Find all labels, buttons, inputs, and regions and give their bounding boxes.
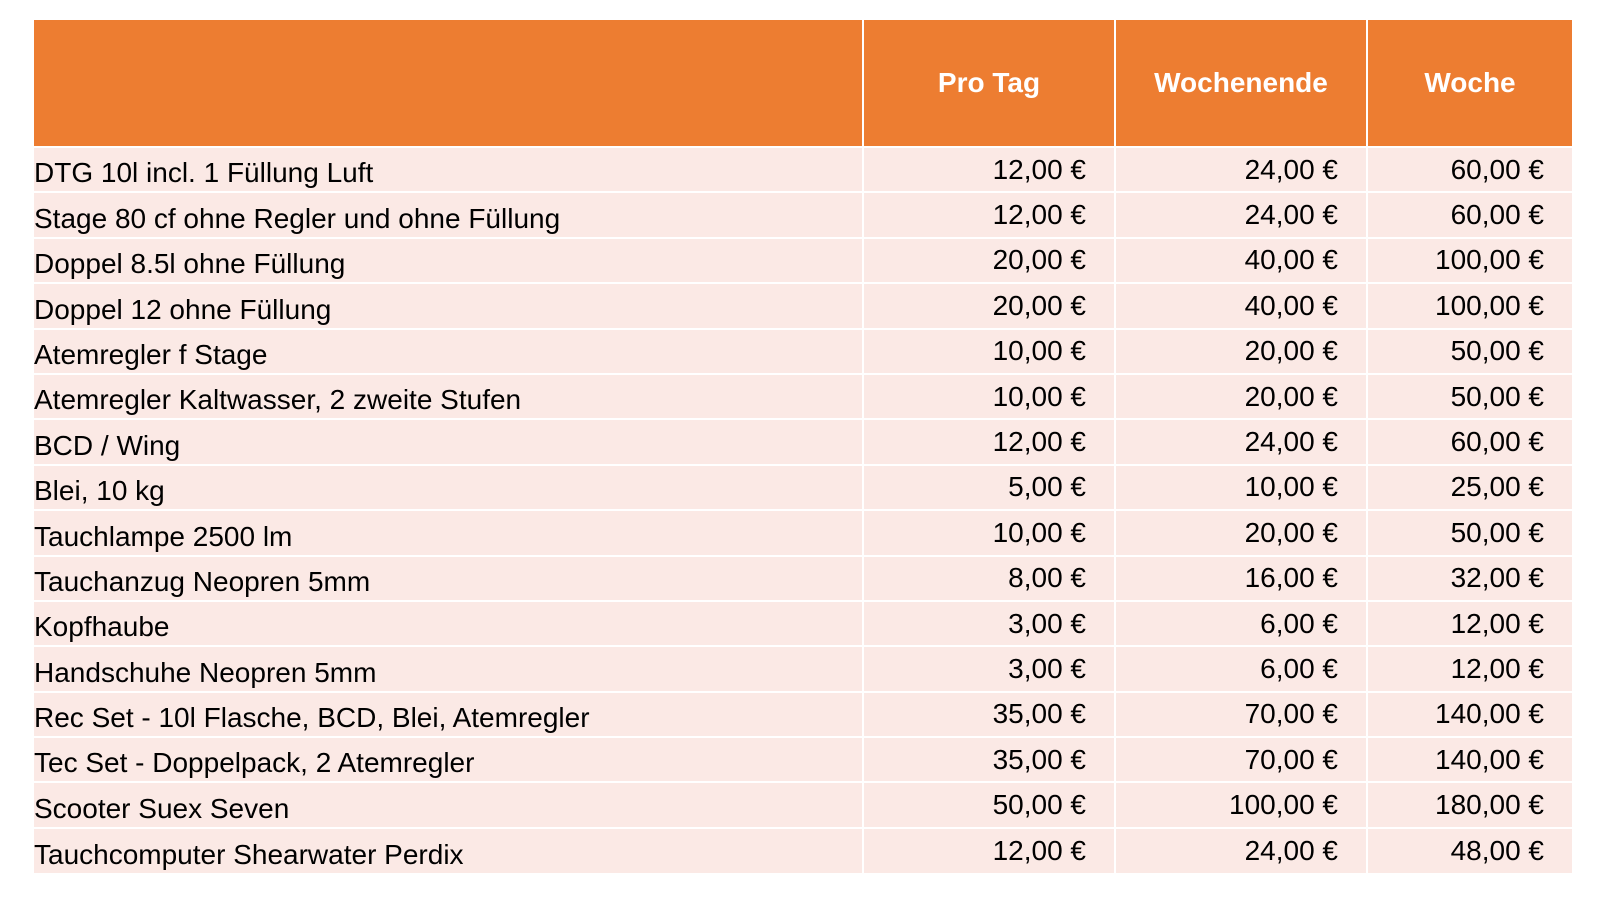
cell-price-week: 60,00 € — [1367, 147, 1572, 192]
table-row — [34, 329, 1572, 374]
cell-price-per-day: 10,00 € — [863, 374, 1115, 419]
cell-price-weekend: 20,00 € — [1115, 329, 1367, 374]
cell-item: Doppel 8.5l ohne Füllung — [34, 238, 863, 283]
cell-item: Scooter Suex Seven — [34, 782, 863, 827]
cell-price-weekend: 40,00 € — [1115, 283, 1367, 328]
table-row — [34, 601, 1572, 646]
cell-price-per-day: 20,00 € — [863, 238, 1115, 283]
table-row — [34, 192, 1572, 237]
table-header — [34, 20, 1572, 147]
cell-price-per-day: 12,00 € — [863, 192, 1115, 237]
rental-price-table — [34, 20, 1572, 873]
cell-price-week: 60,00 € — [1367, 419, 1572, 464]
cell-item: Handschuhe Neopren 5mm — [34, 646, 863, 691]
cell-price-per-day: 10,00 € — [863, 510, 1115, 555]
cell-price-weekend: 70,00 € — [1115, 692, 1367, 737]
cell-item: DTG 10l incl. 1 Füllung Luft — [34, 147, 863, 192]
table-body — [34, 147, 1572, 873]
cell-price-week: 50,00 € — [1367, 510, 1572, 555]
cell-price-per-day: 12,00 € — [863, 419, 1115, 464]
cell-price-week: 25,00 € — [1367, 465, 1572, 510]
cell-price-week: 32,00 € — [1367, 556, 1572, 601]
cell-price-weekend: 24,00 € — [1115, 828, 1367, 873]
table-row — [34, 374, 1572, 419]
cell-price-weekend: 10,00 € — [1115, 465, 1367, 510]
header-week: Woche — [1367, 20, 1572, 147]
cell-item: Tauchlampe 2500 lm — [34, 510, 863, 555]
cell-price-week: 140,00 € — [1367, 737, 1572, 782]
header-item — [34, 20, 863, 147]
table-row — [34, 419, 1572, 464]
table-row — [34, 147, 1572, 192]
cell-price-per-day: 35,00 € — [863, 692, 1115, 737]
cell-item: Tauchanzug Neopren 5mm — [34, 556, 863, 601]
cell-item: Kopfhaube — [34, 601, 863, 646]
cell-item: Rec Set - 10l Flasche, BCD, Blei, Atemregler — [34, 692, 863, 737]
cell-price-per-day: 20,00 € — [863, 283, 1115, 328]
cell-price-weekend: 6,00 € — [1115, 646, 1367, 691]
header-per-day: Pro Tag — [863, 20, 1115, 147]
cell-price-week: 48,00 € — [1367, 828, 1572, 873]
cell-price-weekend: 70,00 € — [1115, 737, 1367, 782]
table-row — [34, 510, 1572, 555]
cell-item: Stage 80 cf ohne Regler und ohne Füllung — [34, 192, 863, 237]
cell-price-per-day: 12,00 € — [863, 147, 1115, 192]
cell-item: Blei, 10 kg — [34, 465, 863, 510]
cell-item: Doppel 12 ohne Füllung — [34, 283, 863, 328]
cell-price-weekend: 100,00 € — [1115, 782, 1367, 827]
cell-price-week: 12,00 € — [1367, 601, 1572, 646]
cell-price-per-day: 8,00 € — [863, 556, 1115, 601]
cell-price-weekend: 24,00 € — [1115, 419, 1367, 464]
cell-price-weekend: 24,00 € — [1115, 192, 1367, 237]
table-row — [34, 556, 1572, 601]
cell-price-weekend: 40,00 € — [1115, 238, 1367, 283]
cell-price-weekend: 20,00 € — [1115, 510, 1367, 555]
table-row — [34, 692, 1572, 737]
cell-price-per-day: 50,00 € — [863, 782, 1115, 827]
cell-price-per-day: 35,00 € — [863, 737, 1115, 782]
cell-item: BCD / Wing — [34, 419, 863, 464]
cell-price-per-day: 12,00 € — [863, 828, 1115, 873]
cell-item: Tauchcomputer Shearwater Perdix — [34, 828, 863, 873]
cell-price-weekend: 20,00 € — [1115, 374, 1367, 419]
cell-price-week: 50,00 € — [1367, 374, 1572, 419]
table-row — [34, 465, 1572, 510]
header-weekend: Wochenende — [1115, 20, 1367, 147]
cell-price-per-day: 10,00 € — [863, 329, 1115, 374]
cell-item: Atemregler Kaltwasser, 2 zweite Stufen — [34, 374, 863, 419]
header-row — [34, 20, 1572, 147]
table-row — [34, 737, 1572, 782]
cell-price-week: 60,00 € — [1367, 192, 1572, 237]
table-row — [34, 283, 1572, 328]
cell-item: Tec Set - Doppelpack, 2 Atemregler — [34, 737, 863, 782]
cell-item: Atemregler f Stage — [34, 329, 863, 374]
price-table-container — [34, 20, 1572, 873]
cell-price-per-day: 3,00 € — [863, 646, 1115, 691]
cell-price-week: 12,00 € — [1367, 646, 1572, 691]
cell-price-weekend: 16,00 € — [1115, 556, 1367, 601]
table-row — [34, 646, 1572, 691]
cell-price-week: 140,00 € — [1367, 692, 1572, 737]
table-row — [34, 238, 1572, 283]
cell-price-per-day: 5,00 € — [863, 465, 1115, 510]
cell-price-weekend: 24,00 € — [1115, 147, 1367, 192]
cell-price-per-day: 3,00 € — [863, 601, 1115, 646]
cell-price-week: 100,00 € — [1367, 238, 1572, 283]
cell-price-week: 100,00 € — [1367, 283, 1572, 328]
cell-price-week: 50,00 € — [1367, 329, 1572, 374]
cell-price-week: 180,00 € — [1367, 782, 1572, 827]
table-row — [34, 782, 1572, 827]
table-row — [34, 828, 1572, 873]
cell-price-weekend: 6,00 € — [1115, 601, 1367, 646]
